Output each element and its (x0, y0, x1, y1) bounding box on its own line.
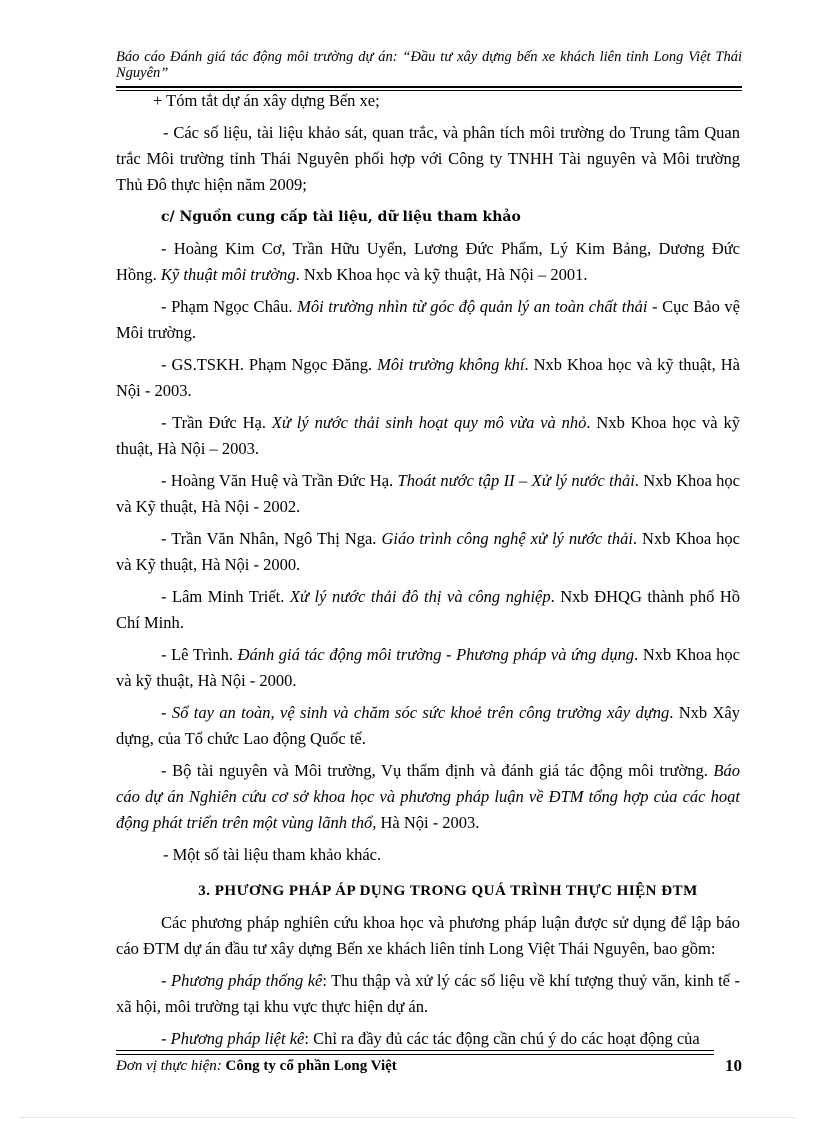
reference-item: - Phạm Ngọc Châu. Môi trường nhìn từ góc độ quản lý an toàn chất thải - Cục Bảo vệ Môi trường. (116, 297, 741, 342)
section-heading-methods: 3. PHƯƠNG PHÁP ÁP DỤNG TRONG QUÁ TRÌNH THỰC HIỆN ĐTM (198, 883, 698, 899)
page-footer (116, 1058, 742, 1075)
reference-item: - Lâm Minh Triết. Xử lý nước thải đô thị và công nghiệp. Nxb ĐHQG thành phố Hồ Chí Minh. (116, 587, 741, 632)
page-header: Báo cáo Đánh giá tác động môi trường dự án: “Đầu tư xây dựng bến xe khách liên tỉnh Long Việt Thái Nguyên” (116, 49, 742, 81)
paragraph-other-references: - Một số tài liệu tham khảo khác. (163, 845, 382, 864)
footer-label: Đơn vị thực hiện: (116, 1058, 222, 1074)
paragraph-summary: + Tóm tắt dự án xây dựng Bến xe; (153, 91, 380, 110)
footer-company: Công ty cổ phần Long Việt (225, 1058, 397, 1074)
section-heading-references: c/ Nguồn cung cấp tài liệu, dữ liệu tham khảo (161, 209, 521, 225)
reference-item: - Bộ tài nguyên và Môi trường, Vụ thẩm định và đánh giá tác động môi trường. Báo cáo dự án Nghiên cứu cơ sở khoa học và phương pháp luận về ĐTM tổng hợp của các hoạt động phát triển trên một vùng lãnh thổ, Hà Nội - 2003. (116, 761, 740, 832)
reference-item: - Lê Trình. Đánh giá tác động môi trường - Phương pháp và ứng dụng. Nxb Khoa học và kỹ thuật, Hà Nội - 2000. (116, 645, 741, 690)
reference-item: - Hoàng Kim Cơ, Trần Hữu Uyển, Lương Đức Phẩm, Lý Kim Bảng, Dương Đức Hồng. Kỹ thuật môi trường. Nxb Khoa học và kỹ thuật, Hà Nội – 2001. (116, 239, 740, 284)
reference-item: - Hoàng Văn Huệ và Trần Đức Hạ. Thoát nước tập II – Xử lý nước thải. Nxb Khoa học và Kỹ thuật, Hà Nội - 2002. (116, 471, 741, 516)
method-item: - Phương pháp liệt kê: Chỉ ra đầy đủ các tác động cần chú ý do các hoạt động của (161, 1029, 700, 1048)
footer-rule (116, 1050, 714, 1051)
page-edge-divider (20, 1117, 796, 1118)
reference-item: - GS.TSKH. Phạm Ngọc Đăng. Môi trường không khí. Nxb Khoa học và kỹ thuật, Hà Nội - 2003. (116, 355, 740, 400)
document-body (116, 88, 740, 1052)
paragraph-data-sources: - Các số liệu, tài liệu khảo sát, quan trắc, và phân tích môi trường do Trung tâm Quan trắc Môi trường tỉnh Thái Nguyên phối hợp với Công ty TNHH Tài nguyên và Môi trường Thủ Đô thực hiện năm 2009; (116, 123, 740, 194)
reference-item: - Sổ tay an toàn, vệ sinh và chăm sóc sức khoẻ trên công trường xây dựng. Nxb Xây dựng, của Tổ chức Lao động Quốc tế. (116, 703, 740, 748)
paragraph-methods-intro: Các phương pháp nghiên cứu khoa học và phương pháp luận được sử dụng để lập báo cáo ĐTM dự án đầu tư xây dựng Bến xe khách liên tỉnh Long Việt Thái Nguyên, bao gồm: (116, 913, 740, 958)
footer-rule-thin (116, 1054, 714, 1055)
method-item: - Phương pháp thống kê: Thu thập và xử lý các số liệu về khí tượng thuỷ văn, kinh tế - xã hội, môi trường tại khu vực thực hiện dự án. (116, 971, 740, 1016)
page-number: 10 (725, 1056, 742, 1075)
reference-item: - Trần Đức Hạ. Xử lý nước thải sinh hoạt quy mô vừa và nhỏ. Nxb Khoa học và kỹ thuật, Hà Nội – 2003. (116, 413, 741, 458)
reference-item: - Trần Văn Nhân, Ngô Thị Nga. Giáo trình công nghệ xử lý nước thải. Nxb Khoa học và Kỹ thuật, Hà Nội - 2000. (116, 529, 741, 574)
